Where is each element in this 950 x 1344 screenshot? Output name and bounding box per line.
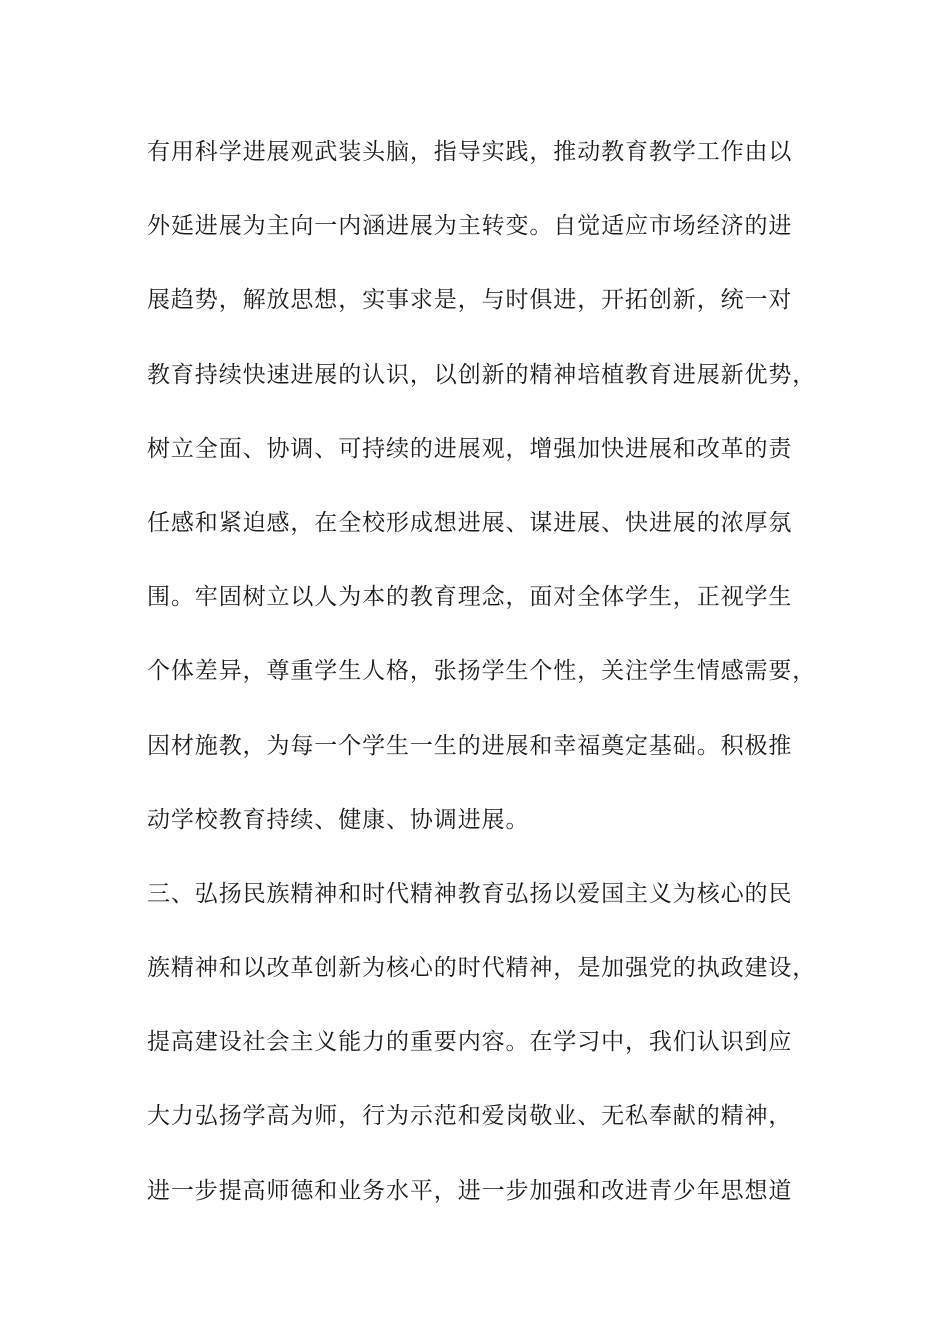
text-line: 外延进展为主向一内涵进展为主转变。自觉适应市场经济的进: [147, 213, 793, 240]
text-line: 任感和紧迫感，在全校形成想进展、谋进展、快进展的浓厚氛: [147, 509, 793, 536]
text-line: 围。牢固树立以人为本的教育理念，面对全体学生，正视学生: [147, 584, 793, 611]
text-line: 展趋势，解放思想，实事求是，与时俱进，开拓创新，统一对: [147, 287, 793, 314]
text-line: 提高建设社会主义能力的重要内容。在学习中，我们认识到应: [147, 1029, 793, 1056]
text-line: 有用科学进展观武装头脑，指导实践，推动教育教学工作由以: [147, 139, 793, 165]
text-line: 教育持续快速进展的认识，以创新的精神培植教育进展新优势，: [147, 361, 817, 388]
text-line: 因材施教，为每一个学生一生的进展和幸福奠定基础。积极推: [147, 732, 793, 759]
body-text: [147, 130, 827, 1243]
text-line: 族精神和以改革创新为核心的时代精神，是加强党的执政建设，: [147, 955, 817, 982]
section-heading-line: 三、弘扬民族精神和时代精神教育弘扬以爱国主义为核心的民: [147, 880, 793, 907]
text-line: 进一步提高师德和业务水平，进一步加强和改进青少年思想道: [147, 1177, 793, 1204]
text-line: 树立全面、协调、可持续的进展观，增强加快进展和改革的责: [147, 435, 793, 462]
text-line: 动学校教育持续、健康、协调进展。: [147, 806, 530, 833]
text-line: 个体差异，尊重学生人格，张扬学生个性，关注学生情感需要，: [147, 658, 817, 685]
text-line: 大力弘扬学高为师，行为示范和爱岗敬业、无私奉献的精神，: [147, 1103, 793, 1130]
